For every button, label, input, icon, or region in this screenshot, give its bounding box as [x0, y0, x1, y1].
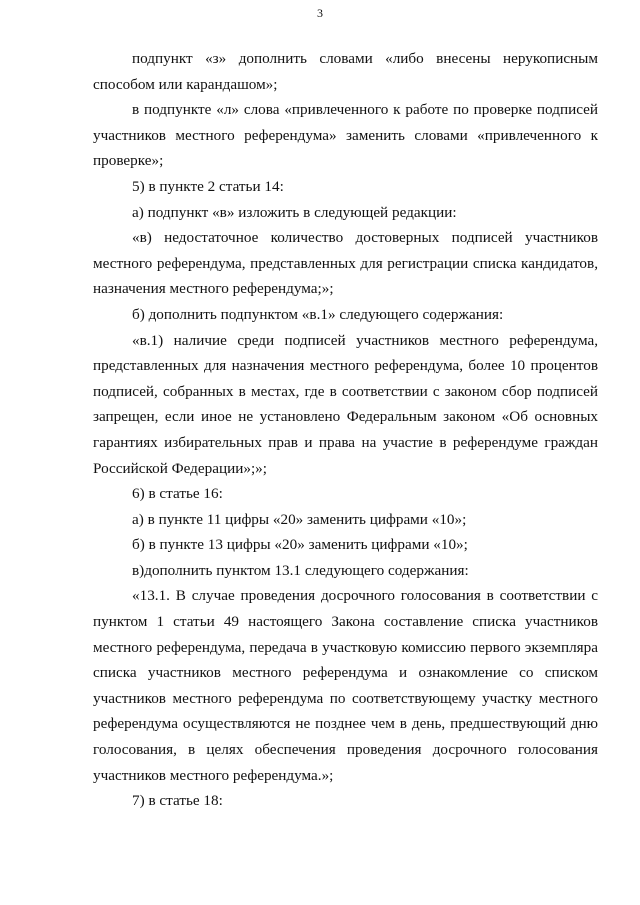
paragraph-11: в)дополнить пунктом 13.1 следующего содержания:	[132, 561, 469, 579]
paragraph-12: «13.1. В случае проведения досрочного голосования в соответствии с пунктом 1 статьи 49 настоящего Закона составление списка участников местного референдума, передача в участковую комиссию первого экземпляра списка участников местного референдума и ознакомление со списком участников местного референдума по соответствующему участку местного референдума осуществляются не позднее чем в день, предшествующий дню голосования, в целях обеспечения проведения досрочного голосования участников местного референдума.»;	[93, 587, 598, 784]
paragraph-13: 7) в статье 18:	[132, 792, 223, 810]
paragraph-2: в подпункте «л» слова «привлеченного к работе по проверке подписей участников местного референдума» заменить словами «привлеченного к проверке»;	[93, 101, 598, 170]
paragraph-6: б) дополнить подпунктом «в.1» следующего содержания:	[132, 305, 504, 323]
page-number: 3	[317, 6, 323, 20]
paragraph-7: «в.1) наличие среди подписей участников местного референдума, представленных для назначения местного референдума, более 10 процентов подписей, собранных в местах, где в соответствии с законом сбор подписей запрещен, если иное не установлено Федеральным законом «Об основных гарантиях избирательных прав и права на участие в референдуме граждан Российской Федерации»;»;	[93, 331, 598, 477]
paragraph-8: 6) в статье 16:	[132, 485, 223, 503]
paragraph-5: «в) недостаточное количество достоверных подписей участников местного референдума, представленных для регистрации списка кандидатов, назначения местного референдума;»;	[93, 229, 598, 298]
paragraph-4: а) подпункт «в» изложить в следующей редакции:	[132, 203, 457, 221]
document-body	[93, 46, 598, 814]
paragraph-1: подпункт «з» дополнить словами «либо внесены нерукописным способом или карандашом»;	[93, 50, 598, 93]
paragraph-10: б) в пункте 13 цифры «20» заменить цифрами «10»;	[132, 536, 468, 554]
paragraph-9: а) в пункте 11 цифры «20» заменить цифрами «10»;	[132, 510, 467, 528]
paragraph-3: 5) в пункте 2 статьи 14:	[132, 177, 284, 195]
